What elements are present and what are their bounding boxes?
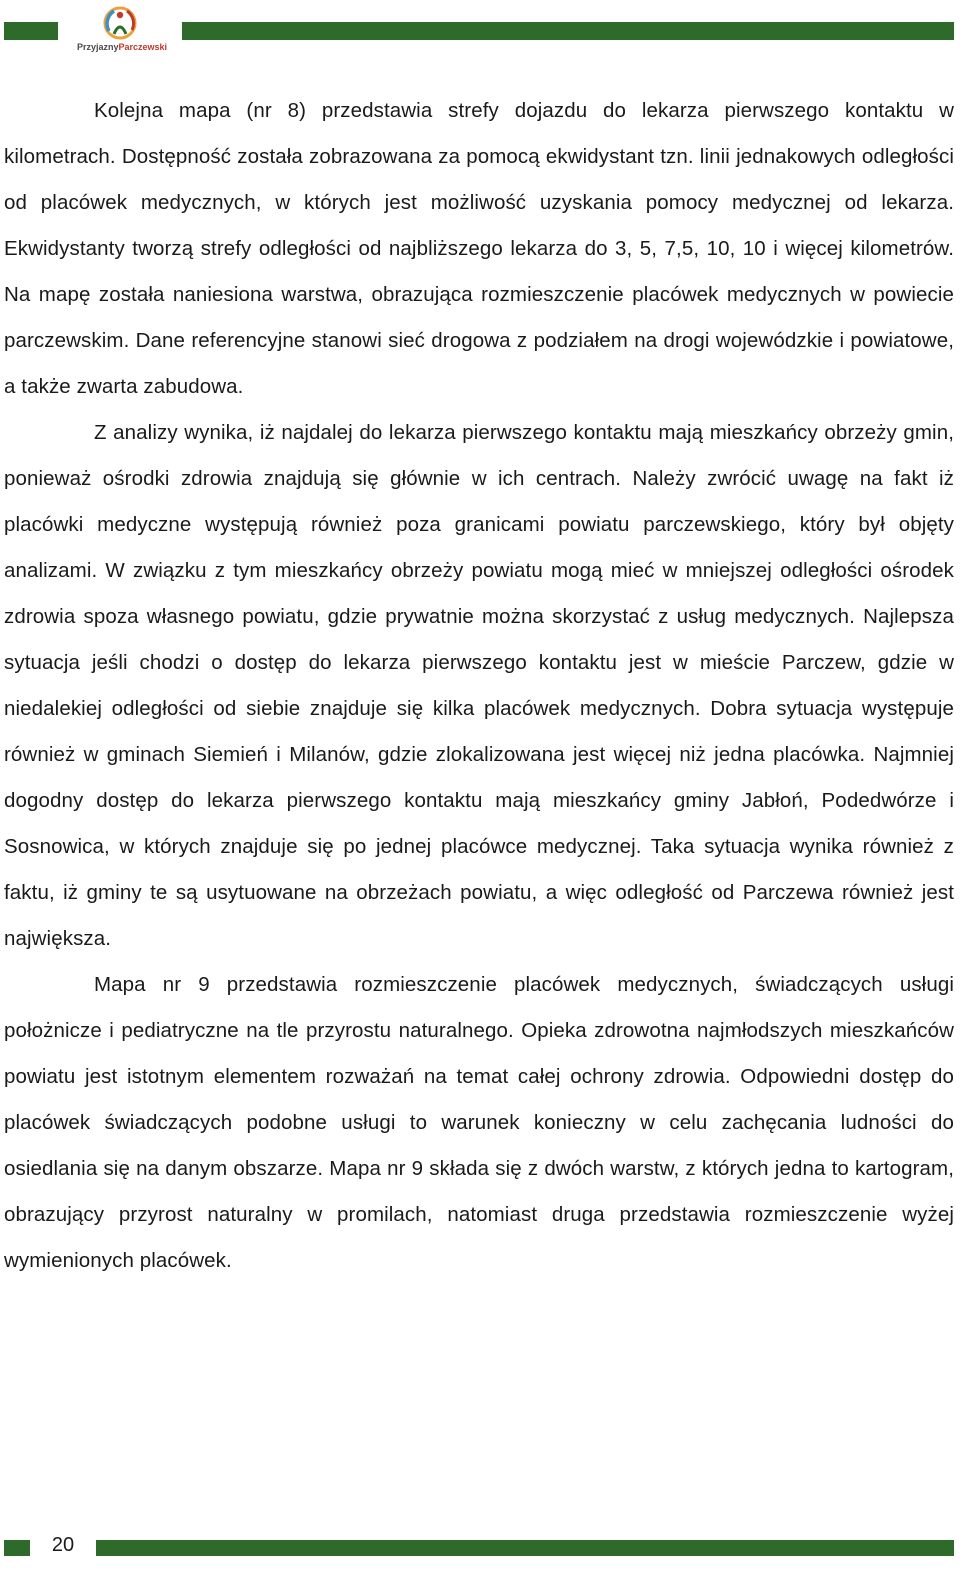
page-number: 20: [51, 1534, 75, 1556]
footer-bar-left: [4, 1540, 30, 1556]
paragraph-1: Kolejna mapa (nr 8) przedstawia strefy dojazdu do lekarza pierwszego kontaktu w kilometrach. Dostępność została zobrazowana za pomocą ekwidystant tzn. linii jednakowych odległości od placówek medycznych, w których jest możliwość uzyskania pomocy medycznej od lekarza. Ekwidystanty tworzą strefy odległości od najbliższego lekarza do 3, 5, 7,5, 10, 10 i więcej kilometrów. Na mapę została naniesiona warstwa, obrazująca rozmieszczenie placówek medycznych w powiecie parczewskim. Dane referencyjne stanowi sieć drogowa z podziałem na drogi wojewódzkie i powiatowe, a także zwarta zabudowa.: [4, 99, 954, 398]
paragraph-2: Z analizy wynika, iż najdalej do lekarza pierwszego kontaktu mają mieszkańcy obrzeży gmin, ponieważ ośrodki zdrowia znajdują się głównie w ich centrach. Należy zwrócić uwagę na fakt iż placówki medyczne występują również poza granicami powiatu parczewskiego, który był objęty analizami. W związku z tym mieszkańcy obrzeży powiatu mogą mieć w mniejszej odległości ośrodek zdrowia spoza własnego powiatu, gdzie prywatnie można skorzystać z usług medycznych. Najlepsza sytuacja jeśli chodzi o dostęp do lekarza pierwszego kontaktu jest w mieście Parczew, gdzie w niedalekiej odległości od siebie znajduje się kilka placówek medycznych. Dobra sytuacja występuje również w gminach Siemień i Milanów, gdzie zlokalizowana jest więcej niż jedna placówka. Najmniej dogodny dostęp do lekarza pierwszego kontaktu mają mieszkańcy gminy Jabłoń, Podedwórze i Sosnowica, w których znajduje się po jednej placówce medycznej. Taka sytuacja wynika również z faktu, iż gminy te są usytuowane na obrzeżach powiatu, a więc odległość od Parczewa również jest największa.: [4, 421, 954, 950]
document-body: [4, 88, 954, 1284]
logo: [70, 4, 174, 54]
header-bar-left: [4, 22, 58, 40]
logo-text: [70, 42, 174, 52]
paragraph-3: Mapa nr 9 przedstawia rozmieszczenie placówek medycznych, świadczących usługi położnicze i pediatryczne na tle przyrostu naturalnego. Opieka zdrowotna najmłodszych mieszkańców powiatu jest istotnym elementem rozważań na temat całej ochrony zdrowia. Odpowiedni dostęp do placówek świadczących podobne usługi to warunek konieczny w celu zachęcania ludności do osiedlania się na danym obszarze. Mapa nr 9 składa się z dwóch warstw, z których jedna to kartogram, obrazujący przyrost naturalny w promilach, natomiast druga przedstawia rozmieszczenie wyżej wymienionych placówek.: [4, 973, 954, 1272]
logo-text-part1: Przyjazny: [76, 42, 119, 52]
footer-bar-right: [96, 1540, 954, 1556]
header-bar-right: [182, 22, 954, 40]
logo-text-part2: Parczewski: [118, 42, 168, 52]
logo-emblem-icon: [100, 4, 140, 42]
